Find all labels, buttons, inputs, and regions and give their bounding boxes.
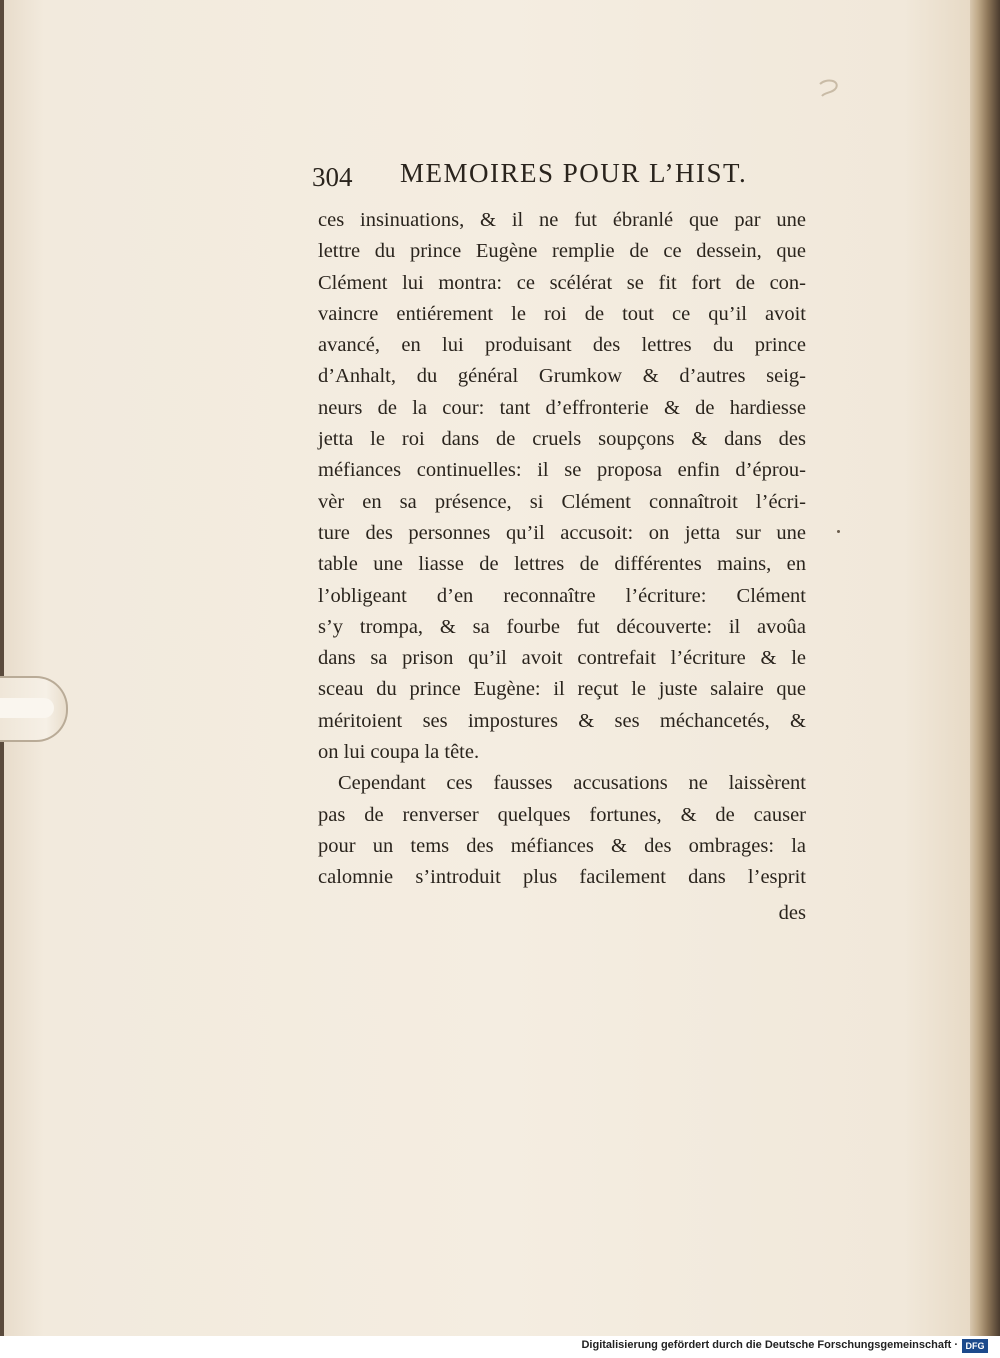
text-line: pas de renverser quelques fortunes, & de causer (318, 803, 806, 826)
dfg-logo: DFG (962, 1339, 988, 1353)
text-line: ces insinuations, & il ne fut ébranlé que par une (318, 209, 806, 231)
text-line: ture des personnes qu’il accusoit: on jetta sur une (318, 521, 806, 544)
catchword: des (778, 902, 806, 924)
pencil-mark (816, 78, 844, 100)
book-fore-edge (970, 0, 1000, 1336)
text-line: vèr en sa présence, si Clément connaîtroit l’écri- (318, 490, 806, 513)
book-page (4, 0, 971, 1336)
text-line: vaincre entiérement le roi de tout ce qu’il avoit (318, 302, 806, 325)
page-clip-slot (0, 698, 54, 718)
footer-bar (0, 1336, 1000, 1358)
page-header (312, 150, 812, 194)
text-line: Clément lui montra: ce scélérat se fit fort de con- (318, 271, 806, 294)
ink-speck (837, 530, 840, 533)
text-line: dans sa prison qu’il avoit contrefait l’écriture & le (318, 647, 806, 670)
running-head: MEMOIRES POUR L’HIST. (400, 158, 748, 188)
text-line: méfiances continuelles: il se proposa enfin d’éprou- (318, 459, 806, 482)
text-line: d’Anhalt, du général Grumkow & d’autres seig- (318, 365, 806, 388)
page-clip-tab (0, 676, 68, 742)
digitization-credit: Digitalisierung gefördert durch die Deutsche Forschungsgemeinschaft · (581, 1339, 958, 1351)
text-line: l’obligeant d’en reconnaître l’écriture: Clément (318, 584, 806, 607)
text-line: méritoient ses impostures & ses méchancetés, & (318, 709, 806, 732)
text-line: jetta le roi dans de cruels soupçons & dans des (318, 428, 806, 451)
text-line: avancé, en lui produisant des lettres du prince (318, 334, 806, 357)
text-line: lettre du prince Eugène remplie de ce dessein, que (318, 240, 806, 263)
text-line: table une liasse de lettres de différentes mains, en (318, 553, 806, 576)
text-line: neurs de la cour: tant d’effronterie & de hardiesse (318, 396, 806, 419)
text-line: calomnie s’introduit plus facilement dans l’esprit (318, 866, 806, 889)
paragraph-start-line: Cependant ces fausses accusations ne laissèrent (338, 772, 806, 795)
text-line: sceau du prince Eugène: il reçut le juste salaire que (318, 678, 806, 701)
text-line: s’y trompa, & sa fourbe fut découverte: il avoûa (318, 615, 806, 638)
paragraph-end-line: on lui coupa la tête. (318, 741, 480, 764)
body-text (318, 205, 806, 894)
page-number: 304 (312, 162, 353, 192)
text-line: pour un tems des méfiances & des ombrages: la (318, 834, 806, 857)
